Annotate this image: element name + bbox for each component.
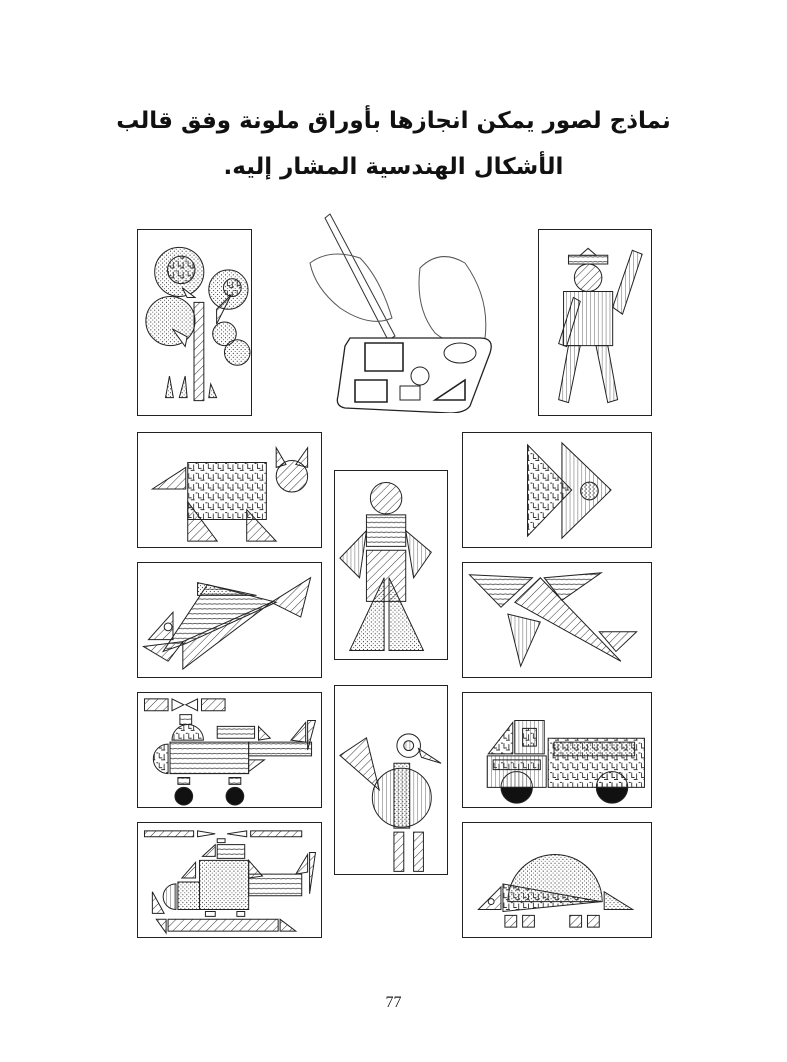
figure-truck bbox=[462, 692, 652, 808]
waving-man-illustration bbox=[539, 230, 651, 415]
figure-long-fish bbox=[137, 562, 322, 678]
figure-turtle bbox=[462, 822, 652, 938]
cat-illustration bbox=[138, 433, 321, 547]
long-fish-illustration bbox=[138, 563, 321, 677]
figure-cat bbox=[137, 432, 322, 548]
triangle-fish-illustration bbox=[463, 433, 651, 547]
figure-duck bbox=[334, 685, 448, 875]
tree-illustration bbox=[138, 230, 251, 415]
turtle-illustration bbox=[463, 823, 651, 937]
figure-triangle-fish bbox=[462, 432, 652, 548]
truck-illustration bbox=[463, 693, 651, 807]
page-title-line-1: نماذج لصور يمكن انجازها بأوراق ملونة وفق قالب bbox=[116, 108, 671, 134]
figure-stencil bbox=[300, 208, 505, 413]
page-number: 77 bbox=[385, 994, 402, 1011]
person-illustration bbox=[335, 471, 447, 659]
figure-person bbox=[334, 470, 448, 660]
figure-tree bbox=[137, 229, 252, 416]
helicopter-illustration bbox=[138, 823, 321, 937]
figure-waving-man bbox=[538, 229, 652, 416]
airplane-illustration bbox=[138, 693, 321, 807]
figure-helicopter bbox=[137, 822, 322, 938]
figure-bird bbox=[462, 562, 652, 678]
page-title-line-2: الأشكال الهندسية المشار إليه. bbox=[223, 154, 564, 180]
stencil-illustration bbox=[300, 208, 505, 413]
figure-airplane bbox=[137, 692, 322, 808]
bird-illustration bbox=[463, 563, 651, 677]
duck-illustration bbox=[335, 686, 447, 874]
